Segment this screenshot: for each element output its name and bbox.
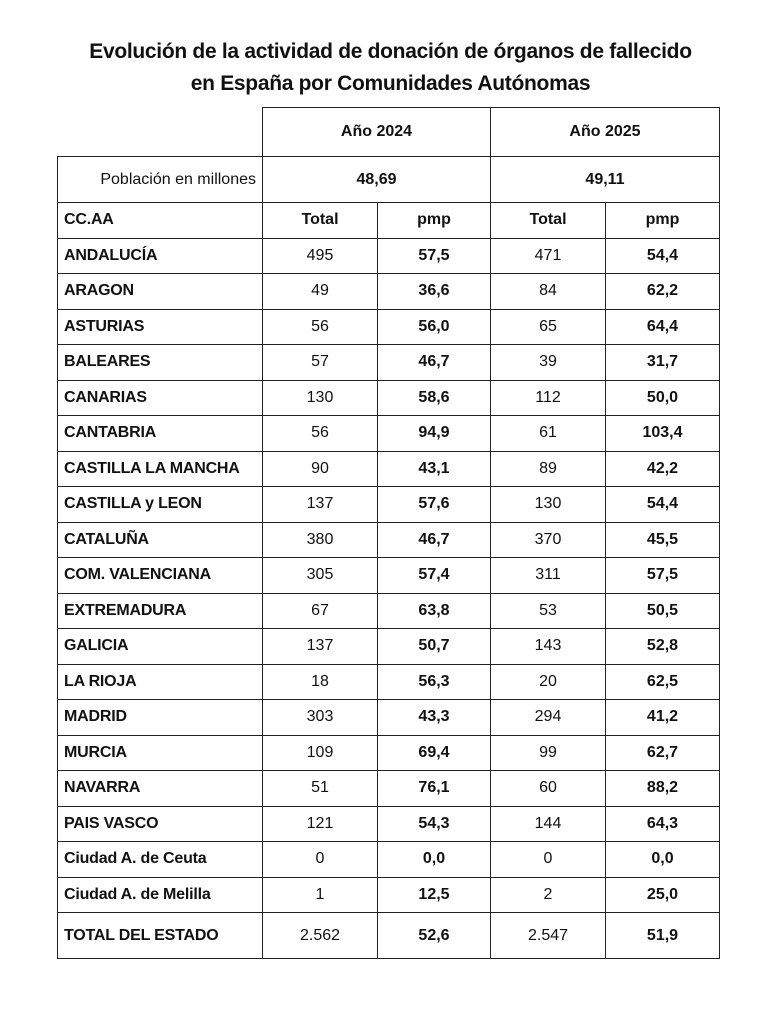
col-region-header: CC.AA xyxy=(58,203,263,239)
population-2024: 48,69 xyxy=(263,157,491,203)
total-2024-cell: 137 xyxy=(263,629,378,665)
region-cell: CANARIAS xyxy=(58,380,263,416)
total-2025-cell: 61 xyxy=(491,416,606,452)
region-cell: BALEARES xyxy=(58,345,263,381)
region-cell: COM. VALENCIANA xyxy=(58,558,263,594)
pmp-2024-cell: 57,5 xyxy=(378,238,491,274)
total-2024-cell: 51 xyxy=(263,771,378,807)
table-row xyxy=(58,451,720,487)
pmp-2024-cell: 57,4 xyxy=(378,558,491,594)
region-cell: MURCIA xyxy=(58,735,263,771)
region-cell: LA RIOJA xyxy=(58,664,263,700)
pmp-2024-cell: 52,6 xyxy=(378,913,491,959)
pmp-2024-cell: 43,1 xyxy=(378,451,491,487)
pmp-2024-cell: 76,1 xyxy=(378,771,491,807)
total-2024-cell: 495 xyxy=(263,238,378,274)
total-2025-cell: 65 xyxy=(491,309,606,345)
region-cell: CASTILLA LA MANCHA xyxy=(58,451,263,487)
pmp-2025-cell: 31,7 xyxy=(606,345,720,381)
title-line-1: Evolución de la actividad de donación de órganos de fallecido xyxy=(89,40,692,63)
pmp-2025-cell: 64,4 xyxy=(606,309,720,345)
table-row xyxy=(58,629,720,665)
pmp-2025-cell: 62,7 xyxy=(606,735,720,771)
table-row xyxy=(58,806,720,842)
donation-table xyxy=(57,107,720,959)
total-2025-cell: 130 xyxy=(491,487,606,523)
pmp-2025-cell: 42,2 xyxy=(606,451,720,487)
pmp-2024-cell: 0,0 xyxy=(378,842,491,878)
pmp-2025-cell: 52,8 xyxy=(606,629,720,665)
pmp-2024-cell: 54,3 xyxy=(378,806,491,842)
pmp-2024-cell: 43,3 xyxy=(378,700,491,736)
total-2025-cell: 53 xyxy=(491,593,606,629)
pmp-2024-cell: 12,5 xyxy=(378,877,491,913)
pmp-2024-cell: 46,7 xyxy=(378,345,491,381)
pmp-2025-cell: 51,9 xyxy=(606,913,720,959)
col-pmp-2025-header: pmp xyxy=(606,203,720,239)
table-row xyxy=(58,735,720,771)
table-row xyxy=(58,380,720,416)
total-2024-cell: 90 xyxy=(263,451,378,487)
region-cell: TOTAL DEL ESTADO xyxy=(58,913,263,959)
table-row xyxy=(58,877,720,913)
region-cell: CATALUÑA xyxy=(58,522,263,558)
total-2024-cell: 137 xyxy=(263,487,378,523)
total-2025-cell: 112 xyxy=(491,380,606,416)
year-2024-header: Año 2024 xyxy=(263,108,491,157)
population-2025: 49,11 xyxy=(491,157,720,203)
col-total-2025-header: Total xyxy=(491,203,606,239)
region-cell: MADRID xyxy=(58,700,263,736)
total-2024-cell: 303 xyxy=(263,700,378,736)
table-row xyxy=(58,558,720,594)
pmp-2024-cell: 58,6 xyxy=(378,380,491,416)
table-row xyxy=(58,487,720,523)
pmp-2024-cell: 56,3 xyxy=(378,664,491,700)
pmp-2024-cell: 63,8 xyxy=(378,593,491,629)
total-2025-cell: 294 xyxy=(491,700,606,736)
pmp-2025-cell: 103,4 xyxy=(606,416,720,452)
pmp-2025-cell: 0,0 xyxy=(606,842,720,878)
total-2025-cell: 39 xyxy=(491,345,606,381)
total-2025-cell: 60 xyxy=(491,771,606,807)
total-2025-cell: 143 xyxy=(491,629,606,665)
page-title xyxy=(0,36,781,100)
total-2025-cell: 144 xyxy=(491,806,606,842)
pmp-2025-cell: 45,5 xyxy=(606,522,720,558)
table-row xyxy=(58,274,720,310)
region-cell: CANTABRIA xyxy=(58,416,263,452)
total-2025-cell: 2 xyxy=(491,877,606,913)
total-2025-cell: 99 xyxy=(491,735,606,771)
pmp-2025-cell: 50,0 xyxy=(606,380,720,416)
pmp-2025-cell: 25,0 xyxy=(606,877,720,913)
region-cell: Ciudad A. de Melilla xyxy=(58,877,263,913)
total-2024-cell: 130 xyxy=(263,380,378,416)
table-row xyxy=(58,416,720,452)
pmp-2025-cell: 50,5 xyxy=(606,593,720,629)
total-2024-cell: 380 xyxy=(263,522,378,558)
pmp-2025-cell: 54,4 xyxy=(606,487,720,523)
col-total-2024-header: Total xyxy=(263,203,378,239)
total-2025-cell: 0 xyxy=(491,842,606,878)
region-cell: ARAGON xyxy=(58,274,263,310)
pmp-2024-cell: 57,6 xyxy=(378,487,491,523)
title-line-2: en España por Comunidades Autónomas xyxy=(190,72,591,95)
region-cell: NAVARRA xyxy=(58,771,263,807)
pmp-2024-cell: 94,9 xyxy=(378,416,491,452)
total-2025-cell: 84 xyxy=(491,274,606,310)
table-row xyxy=(58,842,720,878)
region-cell: GALICIA xyxy=(58,629,263,665)
pmp-2024-cell: 69,4 xyxy=(378,735,491,771)
table-row xyxy=(58,771,720,807)
total-2024-cell: 56 xyxy=(263,309,378,345)
pmp-2024-cell: 36,6 xyxy=(378,274,491,310)
total-2024-cell: 18 xyxy=(263,664,378,700)
total-2024-cell: 109 xyxy=(263,735,378,771)
pmp-2025-cell: 54,4 xyxy=(606,238,720,274)
col-pmp-2024-header: pmp xyxy=(378,203,491,239)
pmp-2024-cell: 46,7 xyxy=(378,522,491,558)
table-row xyxy=(58,238,720,274)
total-2024-cell: 121 xyxy=(263,806,378,842)
pmp-2025-cell: 62,2 xyxy=(606,274,720,310)
pmp-2025-cell: 41,2 xyxy=(606,700,720,736)
total-2025-cell: 471 xyxy=(491,238,606,274)
total-2024-cell: 67 xyxy=(263,593,378,629)
population-label: Población en millones xyxy=(58,157,263,203)
total-2024-cell: 56 xyxy=(263,416,378,452)
total-2025-cell: 20 xyxy=(491,664,606,700)
table-row xyxy=(58,593,720,629)
pmp-2025-cell: 64,3 xyxy=(606,806,720,842)
total-2024-cell: 1 xyxy=(263,877,378,913)
population-row xyxy=(58,157,720,203)
pmp-2024-cell: 50,7 xyxy=(378,629,491,665)
table-row xyxy=(58,664,720,700)
total-row xyxy=(58,913,720,959)
total-2024-cell: 2.562 xyxy=(263,913,378,959)
total-2024-cell: 0 xyxy=(263,842,378,878)
blank-cell xyxy=(58,108,263,157)
region-cell: ASTURIAS xyxy=(58,309,263,345)
region-cell: PAIS VASCO xyxy=(58,806,263,842)
year-header-row xyxy=(58,108,720,157)
region-cell: ANDALUCÍA xyxy=(58,238,263,274)
table-row xyxy=(58,700,720,736)
total-2025-cell: 370 xyxy=(491,522,606,558)
year-2025-header: Año 2025 xyxy=(491,108,720,157)
total-2024-cell: 305 xyxy=(263,558,378,594)
region-cell: EXTREMADURA xyxy=(58,593,263,629)
total-2025-cell: 2.547 xyxy=(491,913,606,959)
column-header-row xyxy=(58,203,720,239)
region-cell: CASTILLA y LEON xyxy=(58,487,263,523)
total-2024-cell: 57 xyxy=(263,345,378,381)
pmp-2024-cell: 56,0 xyxy=(378,309,491,345)
table-row xyxy=(58,345,720,381)
pmp-2025-cell: 57,5 xyxy=(606,558,720,594)
table-row xyxy=(58,309,720,345)
pmp-2025-cell: 88,2 xyxy=(606,771,720,807)
total-2025-cell: 89 xyxy=(491,451,606,487)
total-2025-cell: 311 xyxy=(491,558,606,594)
region-cell: Ciudad A. de Ceuta xyxy=(58,842,263,878)
pmp-2025-cell: 62,5 xyxy=(606,664,720,700)
table-row xyxy=(58,522,720,558)
total-2024-cell: 49 xyxy=(263,274,378,310)
